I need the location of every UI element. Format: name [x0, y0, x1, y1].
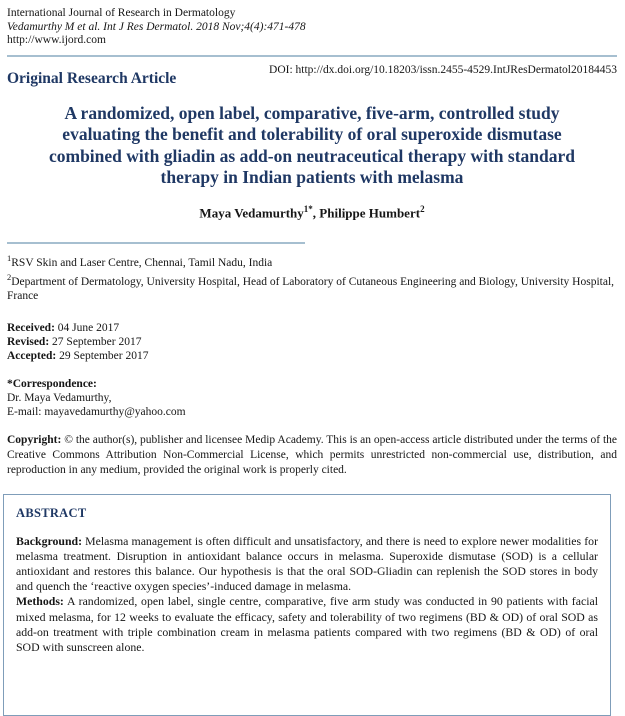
author-second-name: Philippe Humbert [319, 204, 421, 220]
affiliation-divider [7, 242, 305, 244]
copyright-notice [7, 433, 617, 479]
background-label: Background: [16, 533, 82, 548]
affiliation-1-superscript: 1 [7, 252, 12, 263]
author-first-name: Maya Vedamurthy [199, 204, 304, 220]
correspondence-block [7, 377, 617, 419]
article-title: A randomized, open label, comparative, five-arm, controlled study evaluating the benefit and tolerability of oral superoxide dismutase combined with gliadin as add-on neutraceutical therapy with standard therapy in Indian patients with melasma [48, 102, 576, 187]
accepted-label: Accepted: [7, 349, 57, 362]
author-first-superscript: 1* [303, 203, 313, 214]
journal-website-url: http://www.ijord.com [7, 34, 106, 46]
doi-text: DOI: http://dx.doi.org/10.18203/issn.2455-4529.IntJResDermatol20184453 [269, 63, 617, 76]
received-label: Received: [7, 321, 55, 334]
authors-line [7, 204, 617, 221]
revised-value: 27 September 2017 [49, 335, 142, 348]
article-banner [7, 63, 617, 88]
affiliations-block [7, 251, 617, 304]
masthead-divider [7, 55, 617, 57]
author-second-superscript: 2 [420, 203, 425, 214]
revised-label: Revised: [7, 335, 50, 348]
copyright-text: © the author(s), publisher and licensee Medip Academy. This is an open-access article distributed under the terms of the Creative Commons Attribution Non-Commercial License, which permits unrestricted non-commercial use, distribution, and reproduction in any medium, provided the original work is properly cited. [7, 433, 617, 477]
affiliation-2-superscript: 2 [7, 272, 12, 283]
received-date-line [7, 321, 617, 335]
author-separator: , [312, 204, 320, 220]
abstract-background-paragraph [16, 534, 598, 595]
affiliation-2 [7, 270, 617, 304]
methods-text: A randomized, open label, single centre, comparative, five arm study was conducted in 90 patients with facial mixed melasma, for 12 weeks to evaluate the efficacy, safety and tolerability of two regimens (BD & OD) of oral SOD as add-on treatment with triple combination cream in melasma patients compared with two regimens (BD & OD) of oral SOD with sunscreen alone. [16, 594, 598, 655]
journal-name: International Journal of Research in Dermatology [7, 7, 236, 19]
affiliation-1 [7, 251, 617, 270]
abstract-heading: ABSTRACT [16, 505, 87, 520]
abstract-box [3, 494, 611, 716]
abstract-methods-paragraph [16, 594, 598, 655]
article-citation: Vedamurthy M et al. Int J Res Dermatol. 2018 Nov;4(4):471-478 [7, 20, 306, 33]
correspondence-label: *Correspondence: [7, 377, 97, 390]
affiliation-2-text: Department of Dermatology, University Hospital, Head of Laboratory of Cutaneous Engineering and Biology, University Hospital, France [7, 275, 615, 303]
affiliation-1-text: RSV Skin and Laser Centre, Chennai, Tamil Nadu, India [11, 256, 273, 269]
article-history [7, 321, 617, 363]
background-text: Melasma management is often difficult and unsatisfactory, and there is need to explore newer modalities for melasma treatment. Disruption in antioxidant balance occurs in melasma. Superoxide dismutase (SOD) is a cellular antioxidant and restores this balance. Our hypothesis is that the oral SOD-Gliadin can replenish the SOD stores in body and quench the ‘reactive oxygen species’-induced damage in melasma. [16, 533, 598, 594]
copyright-label: Copyright: [7, 433, 62, 446]
correspondence-name: Dr. Maya Vedamurthy, [7, 391, 112, 404]
received-value: 04 June 2017 [54, 321, 120, 334]
revised-date-line [7, 335, 617, 349]
accepted-value: 29 September 2017 [56, 349, 149, 362]
accepted-date-line [7, 349, 617, 363]
methods-label: Methods: [16, 594, 64, 609]
journal-masthead [7, 7, 617, 48]
article-type-label: Original Research Article [7, 69, 177, 87]
abstract-body [16, 534, 598, 656]
correspondence-email: E-mail: mayavedamurthy@yahoo.com [7, 405, 186, 418]
